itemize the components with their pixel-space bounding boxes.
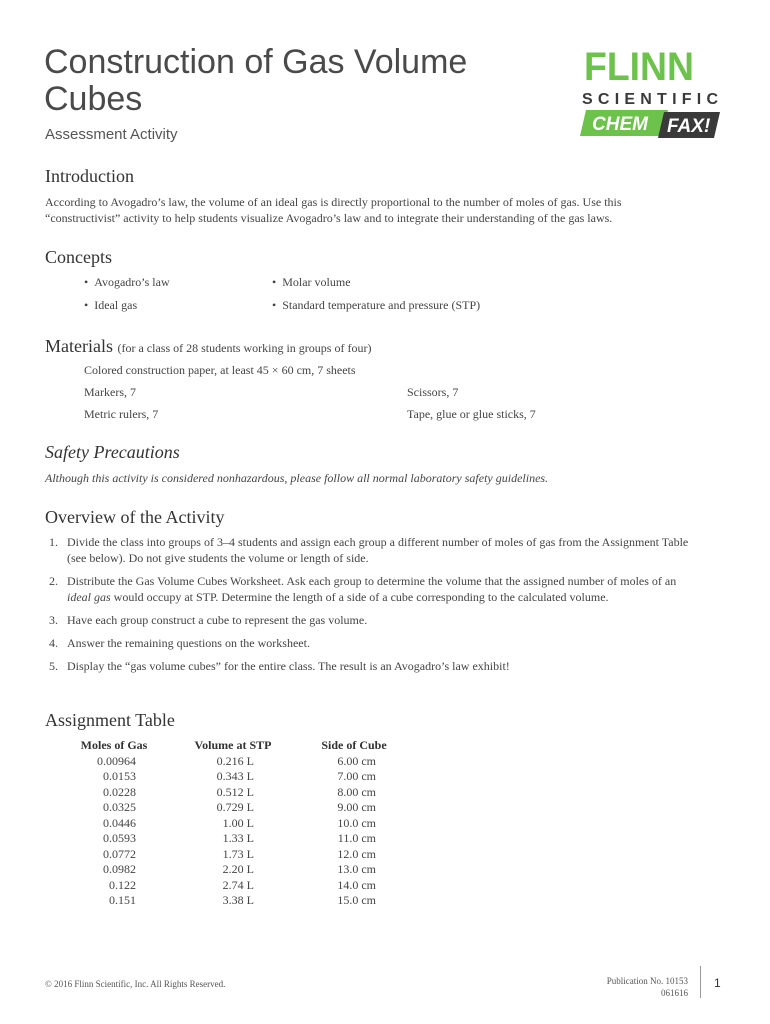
- table-cell: 9.00 cm: [337, 800, 376, 814]
- materials-heading-text: Materials: [45, 336, 113, 356]
- svg-text:CHEM: CHEM: [592, 114, 648, 135]
- table-cell: 10.0 cm: [337, 815, 376, 830]
- table-cell: 0.00964: [97, 753, 136, 768]
- material-item: Colored construction paper, at least 45 × 60 cm, 7 sheets: [84, 363, 356, 377]
- publication-number: Publication No. 10153: [606, 976, 688, 986]
- table-cell: 14.0 cm: [337, 877, 376, 892]
- svg-text:FLINN: FLINN: [584, 45, 694, 89]
- table-cell: 0.0772: [103, 846, 136, 861]
- moles-column: [74, 738, 154, 909]
- overview-heading: Overview of the Activity: [45, 507, 225, 527]
- table-cell: 0.0982: [103, 862, 136, 876]
- table-cell: 0.729 L: [216, 800, 254, 814]
- column-header: Side of Cube: [321, 738, 387, 752]
- list-item: 4. Answer the remaining questions on the worksheet.: [49, 636, 310, 650]
- svg-text:FAX!: FAX!: [667, 116, 711, 137]
- page-number: 1: [714, 976, 721, 990]
- table-cell: 2.20 L: [222, 862, 254, 876]
- materials-note: (for a class of 28 students working in groups of four): [117, 341, 372, 355]
- table-cell: 15.0 cm: [337, 893, 376, 907]
- volume-column: [188, 738, 278, 909]
- table-cell: 1.33 L: [222, 831, 254, 845]
- table-cell: 0.512 L: [216, 784, 254, 799]
- copyright: © 2016 Flinn Scientific, Inc. All Rights Reserved.: [45, 979, 226, 989]
- concept-item: • Ideal gas: [84, 298, 137, 313]
- footer-divider: [700, 966, 701, 998]
- table-cell: 8.00 cm: [337, 784, 376, 799]
- table-cell: 7.00 cm: [337, 769, 376, 783]
- table-cell: 0.216 L: [216, 753, 254, 768]
- side-column: [316, 738, 392, 909]
- safety-heading: Safety Precautions: [45, 442, 180, 462]
- list-item: 1. Divide the class into groups of 3–4 students and assign each group a different number of moles of gas from the Assignment Table (see below). Do not give students the volume or length of side.: [49, 535, 689, 565]
- concept-item: • Molar volume: [272, 275, 351, 290]
- page-subtitle: Assessment Activity: [45, 126, 178, 143]
- table-cell: 12.0 cm: [337, 846, 376, 861]
- concepts-heading: Concepts: [45, 247, 112, 267]
- concept-item: • Standard temperature and pressure (STP): [272, 298, 480, 313]
- table-cell: 0.0228: [103, 784, 136, 799]
- introduction-heading: Introduction: [45, 166, 134, 186]
- flinn-chemfax-logo: [578, 44, 728, 144]
- overview-steps: [45, 534, 693, 681]
- material-item: Scissors, 7: [407, 385, 459, 399]
- material-item: Markers, 7: [84, 385, 136, 399]
- table-cell: 0.0153: [103, 769, 136, 783]
- svg-text:SCIENTIFIC: SCIENTIFIC: [582, 91, 722, 108]
- concept-item: • Avogadro’s law: [84, 275, 170, 290]
- table-cell: 0.122: [109, 877, 136, 892]
- column-header: Moles of Gas: [80, 738, 148, 752]
- table-cell: 6.00 cm: [337, 753, 376, 768]
- table-cell: 0.0593: [103, 831, 136, 845]
- page-title: Construction of Gas Volume Cubes: [44, 43, 468, 118]
- publication-code: 061616: [661, 988, 688, 998]
- table-cell: 1.73 L: [222, 846, 254, 861]
- material-item: Metric rulers, 7: [84, 407, 159, 421]
- assignment-heading: Assignment Table: [45, 710, 175, 730]
- table-cell: 0.151: [109, 893, 136, 907]
- table-cell: 0.343 L: [216, 769, 254, 783]
- safety-text: Although this activity is considered nonhazardous, please follow all normal laboratory safety guidelines.: [45, 471, 549, 485]
- table-cell: 1.00 L: [222, 815, 254, 830]
- table-cell: 0.0325: [103, 800, 136, 814]
- list-item: 5. Display the “gas volume cubes” for the entire class. The result is an Avogadro’s law exhibit!: [49, 659, 510, 673]
- table-cell: 2.74 L: [222, 877, 254, 892]
- column-header: Volume at STP: [194, 738, 272, 752]
- introduction-text: According to Avogadro’s law, the volume of an ideal gas is directly proportional to the number of moles of gas. Use this “constructivist” activity to help students visualize Avogadro’s law and to integrate their understanding of the gas laws.: [45, 195, 622, 225]
- list-item: 3. Have each group construct a cube to represent the gas volume.: [49, 613, 368, 627]
- table-cell: 3.38 L: [222, 893, 254, 907]
- list-item: 2. Distribute the Gas Volume Cubes Worksheet. Ask each group to determine the volume that the assigned number of moles of an ideal gas would occupy at STP. Determine the length of a side of a cube corresponding to the calculated volume.: [49, 574, 677, 604]
- table-cell: 13.0 cm: [337, 862, 376, 876]
- materials-heading: [45, 336, 371, 357]
- table-cell: 11.0 cm: [337, 831, 376, 845]
- publication-info: [580, 975, 688, 999]
- table-cell: 0.0446: [103, 815, 136, 830]
- material-item: Tape, glue or glue sticks, 7: [407, 407, 536, 421]
